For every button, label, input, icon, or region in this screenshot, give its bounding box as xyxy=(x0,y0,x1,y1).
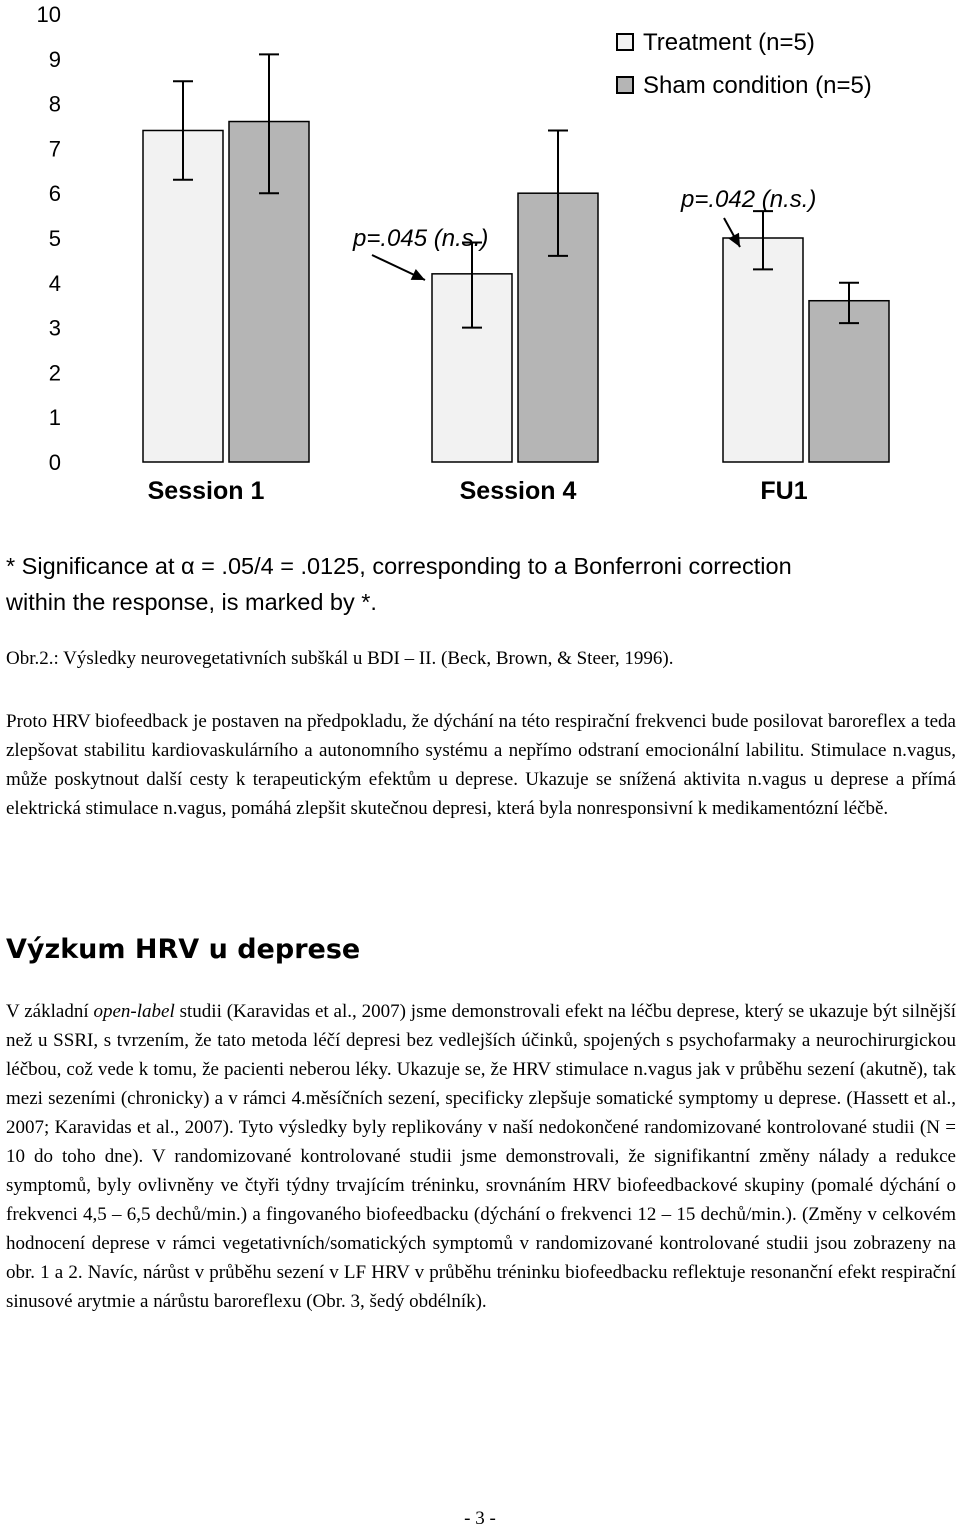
legend xyxy=(617,29,872,99)
y-tick-label: 4 xyxy=(48,270,61,296)
footnote-line-1: * Significance at α = .05/4 = .0125, corresponding to a Bonferroni correction xyxy=(6,553,792,579)
paragraph-2 xyxy=(6,997,956,1316)
legend-label: Sham condition (n=5) xyxy=(643,72,872,99)
p-value-annotation: p=.042 (n.s.) xyxy=(681,186,817,213)
y-tick-label: 2 xyxy=(48,360,61,386)
bar xyxy=(723,238,803,462)
legend-swatch xyxy=(617,77,633,93)
y-tick-label: 5 xyxy=(48,226,61,251)
x-category-label: FU1 xyxy=(760,477,808,505)
footnote-line-2: within the response, is marked by *. xyxy=(6,589,377,615)
p-value-annotation: p=.045 (n.s.) xyxy=(353,225,489,252)
figure-caption: Obr.2.: Výsledky neurovegetativních subškál u BDI – II. (Beck, Brown, & Steer, 1996). xyxy=(6,648,674,669)
legend-swatch xyxy=(617,34,633,50)
y-tick-label: 7 xyxy=(48,136,61,162)
chart-footnote xyxy=(6,548,946,620)
bar xyxy=(809,301,889,462)
legend-label: Treatment (n=5) xyxy=(643,29,815,56)
y-tick-label: 10 xyxy=(36,2,61,27)
section-heading: Výzkum HRV u deprese xyxy=(6,934,361,965)
paragraph-2-start: V základní xyxy=(6,1001,94,1022)
y-tick-label: 0 xyxy=(48,450,61,475)
y-tick-label: 1 xyxy=(48,405,61,431)
paragraph-1: Proto HRV biofeedback je postaven na předpokladu, že dýchání na této respirační frekvenci bude posilovat baroreflex a teda zlepšovat stabilitu kardiovaskulárního a autonomního systému a nepřímo odstraní emocionální labilitu. Stimulace n.vagus, může poskytnout další cesty k terapeutickým efektům u deprese. Ukazuje se snížená aktivita n.vagus u deprese a přímá elektrická stimulace n.vagus, pomáhá zlepšit skutečnou depresi, která byla nonresponsivní k medikamentózní léčbě. xyxy=(6,711,956,819)
y-tick-label: 3 xyxy=(48,315,61,341)
y-tick-label: 6 xyxy=(48,181,61,207)
bars xyxy=(143,122,889,462)
x-category-label: Session 4 xyxy=(459,477,577,505)
y-axis xyxy=(37,2,61,475)
paragraph-2-rest: studii (Karavidas et al., 2007) jsme demonstrovali efekt na léčbu deprese, který se ukazuje být silnější než u SSRI, s tvrzením, že tato metoda léčí depresi bez vedlejších účinků, spojených s psychofarmaky a neurochirurgickou léčbou, což vede k tomu, že pacienti neberou léky. Ukazuje se, že HRV stimulace n.vagus jak v průběhu sezení (akutně), tak mezi sezeními (chronicky) a v rámci 4.měsíčních sezení, specificky zlepšuje somatické symptomy u deprese. (Hassett et al., 2007; Karavidas et al., 2007). Tyto výsledky byly replikovány v naší nedokončené randomizované kontrolované studii (N = 10 do toho dne). V randomizované kontrolované studii jsme demonstrovali, že signifikantní změny nálady a redukce symptomů, byly ovlivněny ve čtyři týdny trvajícím tréninku, srovnáním HRV biofeedbackové skupiny (pomalé dýchání o frekvenci 4,5 – 6,5 dechů/min.) a fingovaného biofeedbacku (dýchání o frekvenci 12 – 15 dechů/min.). (Změny v celkovém hodnocení deprese v rámci vegetativních/somatických symptomů v randomizované kontrolované studii jsou zobrazeny na obr. 1 a 2. Navíc, nárůst v průběhu sezení v LF HRV v průběhu tréninku biofeedbacku reflektuje resonanční efekt respirační sinusové arytmie a nárůstu baroreflexu (Obr. 3, šedý obdélník). xyxy=(6,1001,956,1312)
paragraph-2-italic: open-label xyxy=(93,1001,175,1022)
x-category-label: Session 1 xyxy=(147,477,265,505)
page-number: - 3 - xyxy=(464,1508,496,1529)
y-tick-label: 8 xyxy=(48,91,61,117)
y-tick-label: 9 xyxy=(48,46,61,72)
x-axis-categories xyxy=(148,477,808,505)
bar-chart xyxy=(0,0,960,520)
